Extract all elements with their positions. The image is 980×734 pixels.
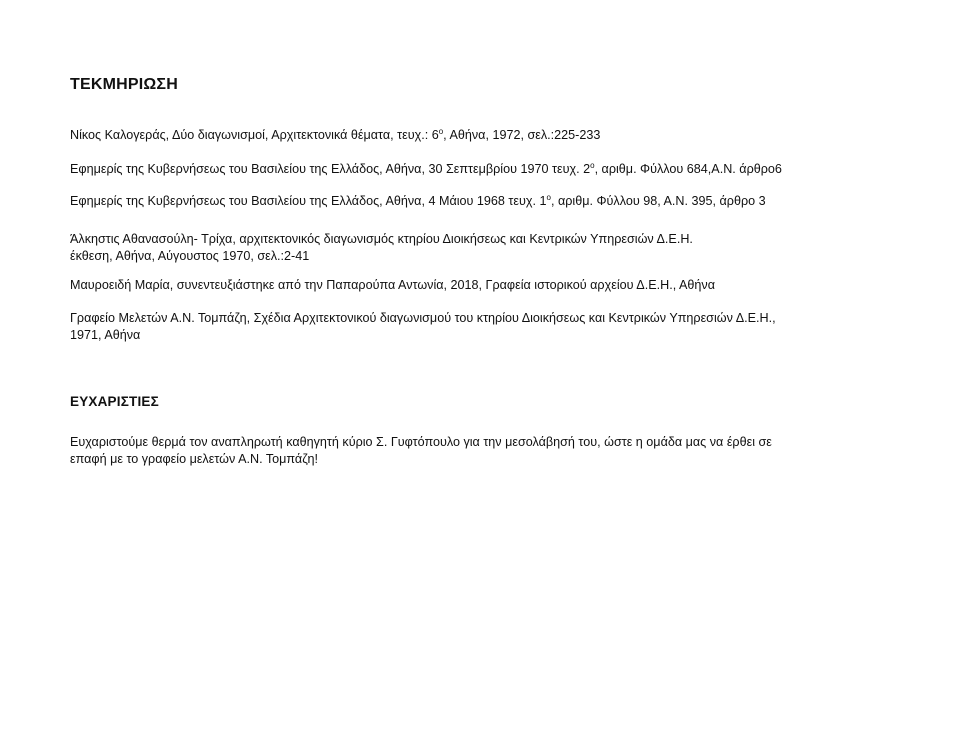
reference-entry-3-superscript: ο — [546, 193, 551, 202]
reference-entry-6-line-1: Γραφείο Μελετών Α.Ν. Τομπάζη, Σχέδια Αρχιτεκτονικού διαγωνισμού του κτηρίου Διοικήσεως και Κεντρικών Υπηρεσιών Δ.Ε.Η., — [70, 311, 776, 325]
reference-entry-2-superscript: ο — [590, 161, 595, 170]
reference-entry-5: Μαυροειδή Μαρία, συνεντευξιάστηκε από την Παπαρούπα Αντωνία, 2018, Γραφεία ιστορικού αρχείου Δ.Ε.Η., Αθήνα — [70, 278, 715, 292]
reference-entry-1 — [70, 127, 600, 144]
acknowledgements-heading: ΕΥΧΑΡΙΣΤΙΕΣ — [70, 394, 159, 409]
reference-entry-4-line-1: Άλκηστις Αθανασούλη- Τρίχα, αρχιτεκτονικός διαγωνισμός κτηρίου Διοικήσεως και Κεντρικών Υπηρεσιών Δ.Ε.Η. — [70, 232, 693, 246]
reference-entry-1-superscript: ο — [438, 127, 444, 136]
acknowledgements-line-1: Ευχαριστούμε θερμά τον αναπληρωτή καθηγητή κύριο Σ. Γυφτόπουλο για την μεσολάβησή του, ώστε η ομάδα μας να έρθει σε — [70, 435, 772, 449]
reference-entry-6-line-2: 1971, Αθήνα — [70, 328, 141, 342]
reference-entry-3-text: Εφημερίς της Κυβερνήσεως του Βασιλείου της Ελλάδος, Αθήνα, 4 Μάιου 1968 τευχ. 1 — [70, 194, 547, 208]
acknowledgements-line-2: επαφή με το γραφείο μελετών Α.Ν. Τομπάζη! — [70, 452, 319, 466]
reference-entry-1-text: Νίκος Καλογεράς, Δύο διαγωνισμοί, Αρχιτεκτονικά θέματα, τευχ.: 6 — [70, 128, 439, 142]
reference-entry-3 — [70, 193, 766, 210]
reference-entry-2-tail: , αριθμ. Φύλλου 684,Α.Ν. άρθρο6 — [594, 162, 782, 176]
reference-entry-2-text: Εφημερίς της Κυβερνήσεως του Βασιλείου της Ελλάδος, Αθήνα, 30 Σεπτεμβρίου 1970 τευχ. 2 — [70, 162, 591, 176]
documentation-heading: ΤΕΚΜΗΡΙΩΣΗ — [70, 76, 178, 93]
reference-entry-3-tail: , αριθμ. Φύλλου 98, Α.Ν. 395, άρθρο 3 — [550, 194, 766, 208]
reference-entry-4-line-2: έκθεση, Αθήνα, Αύγουστος 1970, σελ.:2-41 — [70, 249, 310, 263]
reference-entry-2 — [70, 161, 782, 178]
reference-entry-1-tail: , Αθήνα, 1972, σελ.:225-233 — [443, 128, 601, 142]
